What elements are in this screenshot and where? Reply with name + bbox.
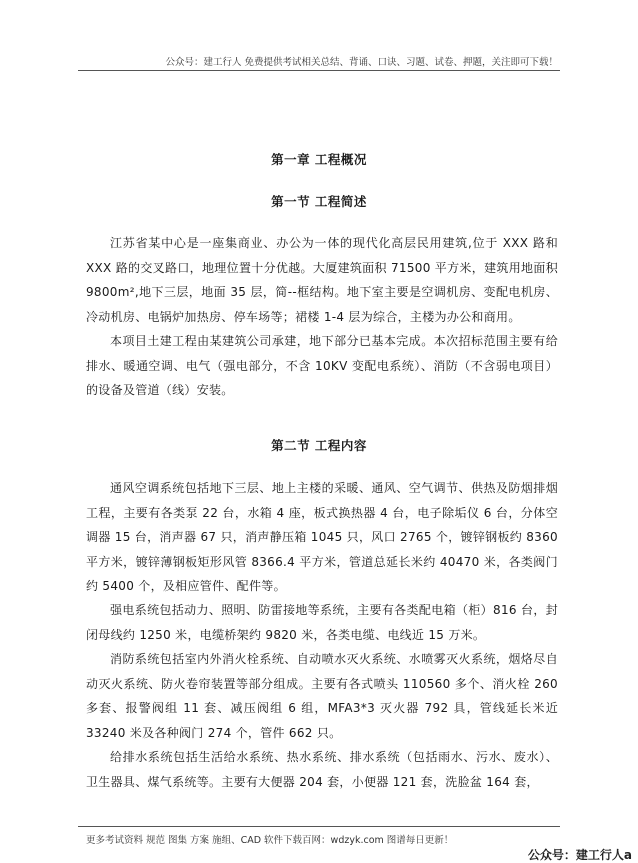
paragraph: 给排水系统包括生活给水系统、热水系统、排水系统（包括雨水、污水、废水）、卫生器具、煤气系统等。主要有大便器 204 套，小便器 121 套，洗脸盆 164 套， — [86, 750, 558, 789]
chapter-title: 第一章 工程概况 — [271, 152, 367, 167]
footer-divider — [78, 826, 560, 827]
paragraph: 通风空调系统包括地下三层、地上主楼的采暖、通风、空气调节、供热及防烟排烟工程，主要有各类泵 22 台，水箱 4 座，板式换热器 4 台，电子除垢仪 6 台，分体空调器 15 台，消声器 67 只，消声静压箱 1045 只，风口 2765 个，镀锌钢板约 8360 平方米，镀锌薄钢板矩形风管 8366.4 平方米，管道总延长米约 40470 米，各类阀门约 5400 个，及相应管件、配件等。 — [86, 481, 558, 593]
header-divider — [78, 70, 560, 71]
paragraph: 本项目土建工程由某建筑公司承建，地下部分已基本完成。本次招标范围主要有给排水、暖通空调、电气（强电部分，不含 10KV 变配电系统）、消防（不含弱电项目）的设备及管道（线）安装。 — [86, 334, 558, 397]
paragraph: 江苏省某中心是一座集商业、办公为一体的现代化高层民用建筑,位于 XXX 路和 XXX 路的交叉路口，地理位置十分优越。大厦建筑面积 71500 平方米，建筑用地面积 9800m²,地下三层，地面 35 层，简--框结构。地下室主要是空调机房、变配电机房、冷动机房、电锅炉加热房、停车场等；裙楼 1-4 层为综合，主楼为办公和商用。 — [86, 236, 558, 324]
section-title-overview: 第一节 工程简述 — [271, 194, 367, 209]
paragraph: 消防系统包括室内外消火栓系统、自动喷水灭火系统、水喷雾灭火系统，烟烙尽自动灭火系统、防火卷帘装置等部分组成。主要有各式喷头 110560 多个、消火栓 260 多套、报警阀组 11 套、减压阀组 6 组，MFA3*3 灭火器 792 具，管线延长米近 33240 米及各种阀门 274 个，管件 662 只。 — [86, 652, 558, 740]
watermark: 公众号：建工行人a — [527, 848, 632, 862]
section-title-content: 第二节 工程内容 — [271, 438, 367, 453]
header-note: 公众号：建工行人 免费提供考试相关总结、背诵、口诀、习题、试卷、押题，关注即可下载！ — [165, 57, 558, 68]
footer-note: 更多考试资料 规范 图集 方案 施组、CAD 软件下载百网：wdzyk.com 图谱每日更新！ — [86, 835, 454, 846]
paragraph: 强电系统包括动力、照明、防雷接地等系统，主要有各类配电箱（柜）816 台，封闭母线约 1250 米，电缆桥架约 9820 米，各类电缆、电线近 15 万米。 — [86, 603, 558, 642]
